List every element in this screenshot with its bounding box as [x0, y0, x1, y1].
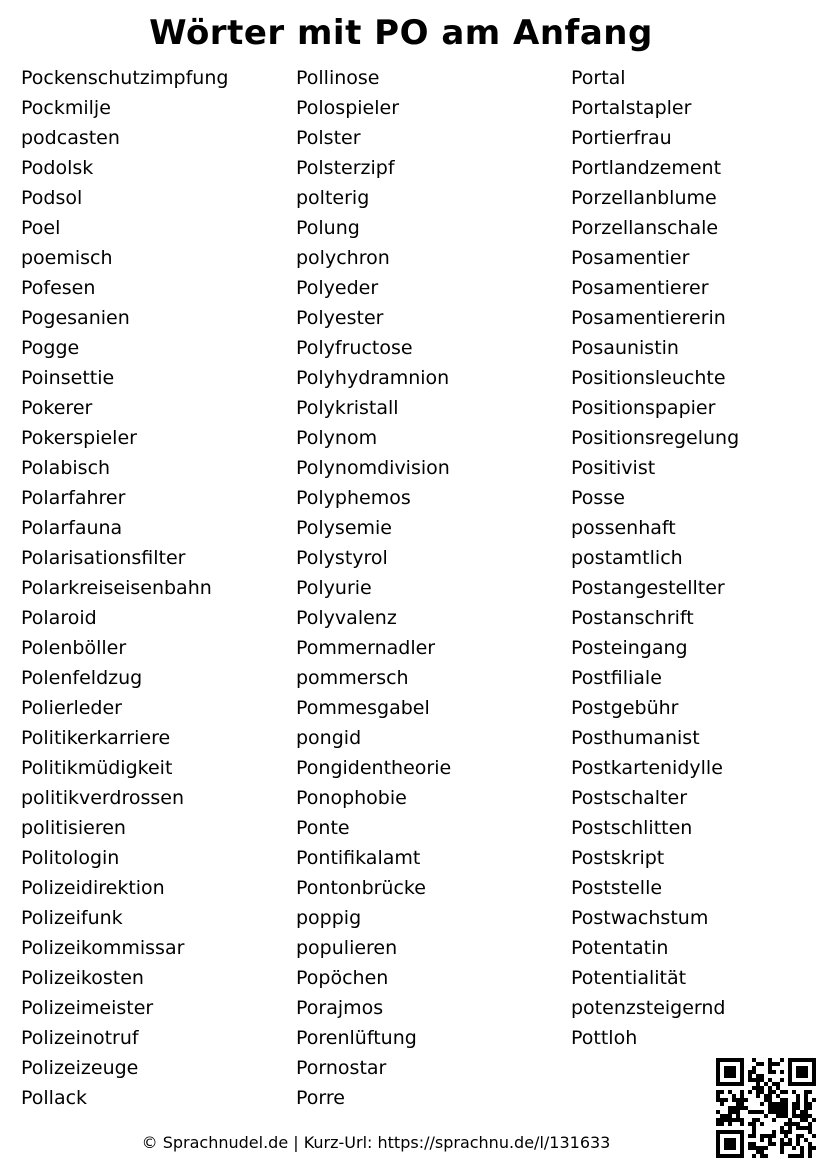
word-item: Polizeikommissar [21, 937, 185, 959]
word-item: Polierleder [21, 697, 122, 719]
word-item: polterig [296, 187, 370, 209]
word-item: Posamentier [571, 247, 690, 269]
word-item: Polarkreiseisenbahn [21, 577, 212, 599]
word-item: Polyphemos [296, 487, 411, 509]
page-title: Wörter mit PO am Anfang [149, 13, 653, 53]
word-item: Polaroid [21, 607, 97, 629]
word-item: Postanschrift [571, 607, 694, 629]
word-item: Polyhydramnion [296, 367, 450, 389]
word-item: poppig [296, 907, 362, 929]
word-item: Polenböller [21, 637, 127, 659]
word-item: Pofesen [21, 277, 96, 299]
word-item: Pogge [21, 337, 80, 359]
word-item: Porenlüftung [296, 1027, 417, 1049]
word-item: Porzellanblume [571, 187, 717, 209]
word-item: Positionspapier [571, 397, 716, 419]
word-item: Postfiliale [571, 667, 662, 689]
word-item: Polynomdivision [296, 457, 450, 479]
word-item: Pokerer [21, 397, 93, 419]
word-item: poemisch [21, 247, 113, 269]
word-item: Potentatin [571, 937, 669, 959]
word-item: Pockmilje [21, 97, 111, 119]
word-item: Podsol [21, 187, 83, 209]
word-item: Pokerspieler [21, 427, 137, 449]
word-item: Pommernadler [296, 637, 436, 659]
word-item: Pornostar [296, 1057, 387, 1079]
word-item: Polynom [296, 427, 378, 449]
word-item: polychron [296, 247, 390, 269]
word-item: Polizeikosten [21, 967, 144, 989]
word-item: Pontonbrücke [296, 877, 426, 899]
word-item: Posaunistin [571, 337, 679, 359]
word-column-2 [296, 63, 451, 1113]
word-item: Polyeder [296, 277, 379, 299]
word-item: Polizeimeister [21, 997, 154, 1019]
word-item: Posse [571, 487, 625, 509]
word-item: possenhaft [571, 517, 676, 539]
word-item: Posamentierer [571, 277, 709, 299]
word-item: Postwachstum [571, 907, 709, 929]
word-item: Positivist [571, 457, 656, 479]
word-item: Polyester [296, 307, 384, 329]
word-item: Polarfauna [21, 517, 123, 539]
word-item: Polyurie [296, 577, 372, 599]
word-item: Polster [296, 127, 361, 149]
word-item: Portal [571, 67, 626, 89]
word-item: Porajmos [296, 997, 384, 1019]
word-item: Polyfructose [296, 337, 413, 359]
word-item: populieren [296, 937, 398, 959]
word-item: Positionsleuchte [571, 367, 726, 389]
word-item: Polabisch [21, 457, 111, 479]
word-item: Pogesanien [21, 307, 130, 329]
word-item: Potentialität [571, 967, 687, 989]
word-item: Politologin [21, 847, 120, 869]
word-item: Ponophobie [296, 787, 407, 809]
word-column-1 [21, 63, 228, 1113]
word-item: Polarfahrer [21, 487, 126, 509]
word-item: Pollack [21, 1087, 88, 1109]
word-item: Portalstapler [571, 97, 692, 119]
word-item: Polysemie [296, 517, 392, 539]
word-item: pommersch [296, 667, 409, 689]
word-item: Poel [21, 217, 61, 239]
word-item: Posamentiererin [571, 307, 726, 329]
word-item: Podolsk [21, 157, 94, 179]
qr-code-icon [716, 1058, 816, 1158]
word-column-3 [571, 63, 739, 1053]
footer-credit: © Sprachnudel.de | Kurz-Url: https://sprachnu.de/l/131633 [141, 1133, 611, 1152]
word-item: Polyvalenz [296, 607, 397, 629]
word-item: Polarisationsfilter [21, 547, 186, 569]
word-item: Portierfrau [571, 127, 672, 149]
word-item: Polospieler [296, 97, 400, 119]
word-item: Pontifikalamt [296, 847, 421, 869]
word-item: Polizeinotruf [21, 1027, 139, 1049]
word-item: Posteingang [571, 637, 688, 659]
word-item: Polizeidirektion [21, 877, 165, 899]
word-item: Polizeizeuge [21, 1057, 139, 1079]
word-item: postamtlich [571, 547, 683, 569]
word-item: potenzsteigernd [571, 997, 726, 1019]
word-item: politisieren [21, 817, 126, 839]
word-item: Ponte [296, 817, 350, 839]
word-item: politikverdrossen [21, 787, 184, 809]
word-item: Postangestellter [571, 577, 725, 599]
word-item: Portlandzement [571, 157, 722, 179]
word-item: Pongidentheorie [296, 757, 452, 779]
word-item: Postskript [571, 847, 665, 869]
word-item: Pockenschutzimpfung [21, 67, 229, 89]
word-item: Polsterzipf [296, 157, 395, 179]
word-item: Postschalter [571, 787, 688, 809]
word-item: pongid [296, 727, 362, 749]
word-item: Pommesgabel [296, 697, 430, 719]
word-item: Politikmüdigkeit [21, 757, 173, 779]
word-item: Polykristall [296, 397, 399, 419]
word-item: Postgebühr [571, 697, 679, 719]
word-item: Polystyrol [296, 547, 388, 569]
word-item: Polizeifunk [21, 907, 123, 929]
word-item: Porre [296, 1087, 345, 1109]
word-item: Popöchen [296, 967, 389, 989]
word-item: Postkartenidylle [571, 757, 723, 779]
word-item: Porzellanschale [571, 217, 719, 239]
word-item: Polung [296, 217, 360, 239]
word-item: Politikerkarriere [21, 727, 171, 749]
word-item: Posthumanist [571, 727, 700, 749]
word-item: podcasten [21, 127, 120, 149]
word-item: Poinsettie [21, 367, 115, 389]
word-item: Poststelle [571, 877, 663, 899]
word-item: Positionsregelung [571, 427, 740, 449]
word-item: Pottloh [571, 1027, 638, 1049]
word-item: Postschlitten [571, 817, 693, 839]
word-item: Polenfeldzug [21, 667, 143, 689]
word-item: Pollinose [296, 67, 380, 89]
